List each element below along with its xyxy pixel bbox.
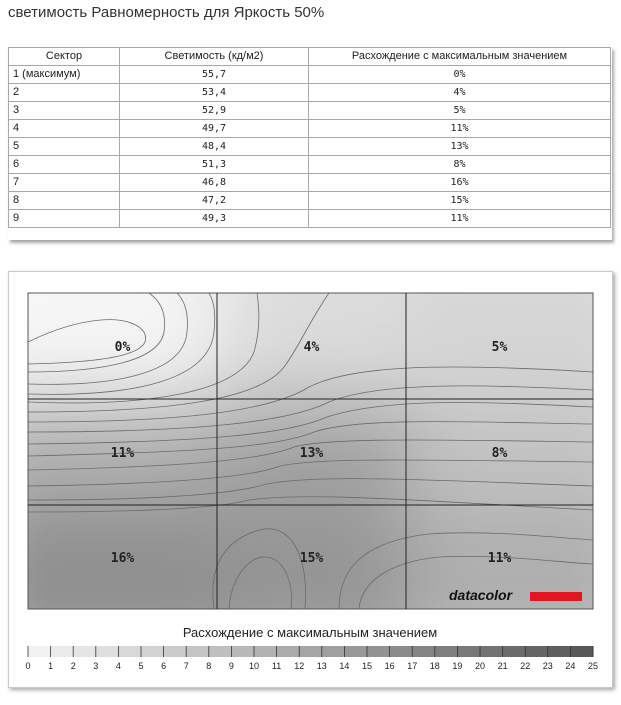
sector-cell: 3: [9, 102, 120, 120]
uniformity-chart-panel: [8, 271, 613, 688]
scale-tick-label: 2: [70, 661, 76, 671]
scale-swatch: [96, 646, 119, 657]
brand-bar: [530, 592, 582, 601]
scale-tick-label: 15: [361, 661, 373, 671]
scale-tick-label: 8: [206, 661, 212, 671]
scale-swatch: [412, 646, 435, 657]
sector-cell: 5: [9, 138, 120, 156]
scale-tick-label: 3: [93, 661, 99, 671]
luminance-table: [8, 47, 611, 228]
cell-value-label: 0%: [114, 340, 131, 355]
scale-swatch: [73, 646, 96, 657]
table-row: [9, 210, 611, 228]
scale-swatch: [480, 646, 503, 657]
sector-cell: 8: [9, 192, 120, 210]
luminance-cell: 47,2: [120, 192, 309, 210]
header-deviation: Расхождение с максимальным значением: [309, 48, 611, 66]
table-row: [9, 66, 611, 84]
luminance-cell: 46,8: [120, 174, 309, 192]
scale-swatch: [164, 646, 187, 657]
cell-value-label: 5%: [491, 340, 508, 355]
scale-tick-label: 18: [429, 661, 440, 671]
luminance-cell: 48,4: [120, 138, 309, 156]
scale-swatch: [322, 646, 345, 657]
table-row: [9, 84, 611, 102]
scale-tick-label: 9: [228, 661, 234, 671]
sector-cell: 1 (максимум): [9, 66, 120, 84]
page-title: светимость Равномерность для Яркость 50%: [8, 4, 325, 21]
scale-tick-label: 21: [497, 661, 508, 671]
scale-swatch: [457, 646, 480, 657]
scale-tick-label: 11: [271, 661, 282, 671]
deviation-cell: 8%: [309, 156, 611, 174]
scale-tick-label: 4: [115, 661, 121, 671]
table-row: [9, 156, 611, 174]
legend-title: Расхождение с максимальным значением: [182, 625, 438, 640]
scale-tick-label: 10: [248, 661, 260, 671]
scale-swatch: [254, 646, 277, 657]
deviation-cell: 4%: [309, 84, 611, 102]
uniformity-heatmap: [9, 272, 612, 687]
scale-swatch: [503, 646, 526, 657]
sector-cell: 4: [9, 120, 120, 138]
scale-swatch: [186, 646, 209, 657]
heatmap-cell: [406, 399, 612, 505]
scale-swatch: [118, 646, 141, 657]
scale-tick-label: 25: [587, 661, 599, 671]
scale-swatch: [141, 646, 164, 657]
scale-tick-label: 1: [48, 661, 54, 671]
sector-cell: 6: [9, 156, 120, 174]
scale-swatch: [390, 646, 413, 657]
deviation-cell: 0%: [309, 66, 611, 84]
scale-tick-label: 13: [316, 661, 327, 671]
luminance-cell: 53,4: [120, 84, 309, 102]
scale-swatch: [548, 646, 571, 657]
luminance-cell: 52,9: [120, 102, 309, 120]
scale-swatch: [28, 646, 51, 657]
scale-swatch: [209, 646, 232, 657]
cell-value-label: 11%: [110, 446, 135, 461]
scale-tick-label: 22: [520, 661, 531, 671]
scale-tick-label: 23: [542, 661, 553, 671]
scale-swatch: [435, 646, 458, 657]
cell-value-label: 4%: [303, 340, 320, 355]
heatmap-cell: [217, 272, 406, 399]
scale-tick-label: 16: [384, 661, 395, 671]
scale-tick-label: 7: [183, 661, 189, 671]
scale-swatch: [299, 646, 322, 657]
scale-swatch: [51, 646, 74, 657]
scale-tick-label: 24: [565, 661, 576, 671]
sector-cell: 7: [9, 174, 120, 192]
cell-value-label: 11%: [487, 551, 512, 566]
deviation-cell: 11%: [309, 210, 611, 228]
scale-swatch: [367, 646, 390, 657]
heatmap-cell: [217, 505, 406, 669]
cell-value-label: 16%: [110, 551, 135, 566]
scale-tick-label: 0: [25, 661, 31, 671]
heatmap-cell: [406, 272, 612, 399]
cell-value-label: 13%: [299, 446, 324, 461]
header-sector: Сектор: [9, 48, 120, 66]
deviation-cell: 5%: [309, 102, 611, 120]
scale-swatch: [277, 646, 300, 657]
table-row: [9, 120, 611, 138]
luminance-cell: 55,7: [120, 66, 309, 84]
deviation-cell: 16%: [309, 174, 611, 192]
table-row: [9, 138, 611, 156]
luminance-cell: 49,3: [120, 210, 309, 228]
header-luminance: Светимость (кд/м2): [120, 48, 309, 66]
scale-swatch: [570, 646, 593, 657]
sector-cell: 2: [9, 84, 120, 102]
scale-tick-label: 14: [339, 661, 350, 671]
scale-swatch: [525, 646, 548, 657]
scale-tick-label: 20: [474, 661, 486, 671]
scale-tick-label: 12: [294, 661, 305, 671]
sector-cell: 9: [9, 210, 120, 228]
scale-tick-label: 5: [138, 661, 144, 671]
scale-tick-label: 17: [407, 661, 418, 671]
scale-tick-label: 19: [452, 661, 463, 671]
scale-swatch: [231, 646, 254, 657]
table-header-row: [9, 48, 611, 66]
cell-value-label: 15%: [299, 551, 324, 566]
deviation-cell: 11%: [309, 120, 611, 138]
deviation-cell: 15%: [309, 192, 611, 210]
cell-value-label: 8%: [491, 446, 508, 461]
heatmap-cell: [9, 505, 217, 669]
table-row: [9, 192, 611, 210]
luminance-cell: 51,3: [120, 156, 309, 174]
deviation-cell: 13%: [309, 138, 611, 156]
table-row: [9, 174, 611, 192]
scale-swatch: [344, 646, 367, 657]
scale-tick-label: 6: [161, 661, 167, 671]
brand-text: datacolor: [449, 587, 513, 603]
luminance-cell: 49,7: [120, 120, 309, 138]
table-row: [9, 102, 611, 120]
